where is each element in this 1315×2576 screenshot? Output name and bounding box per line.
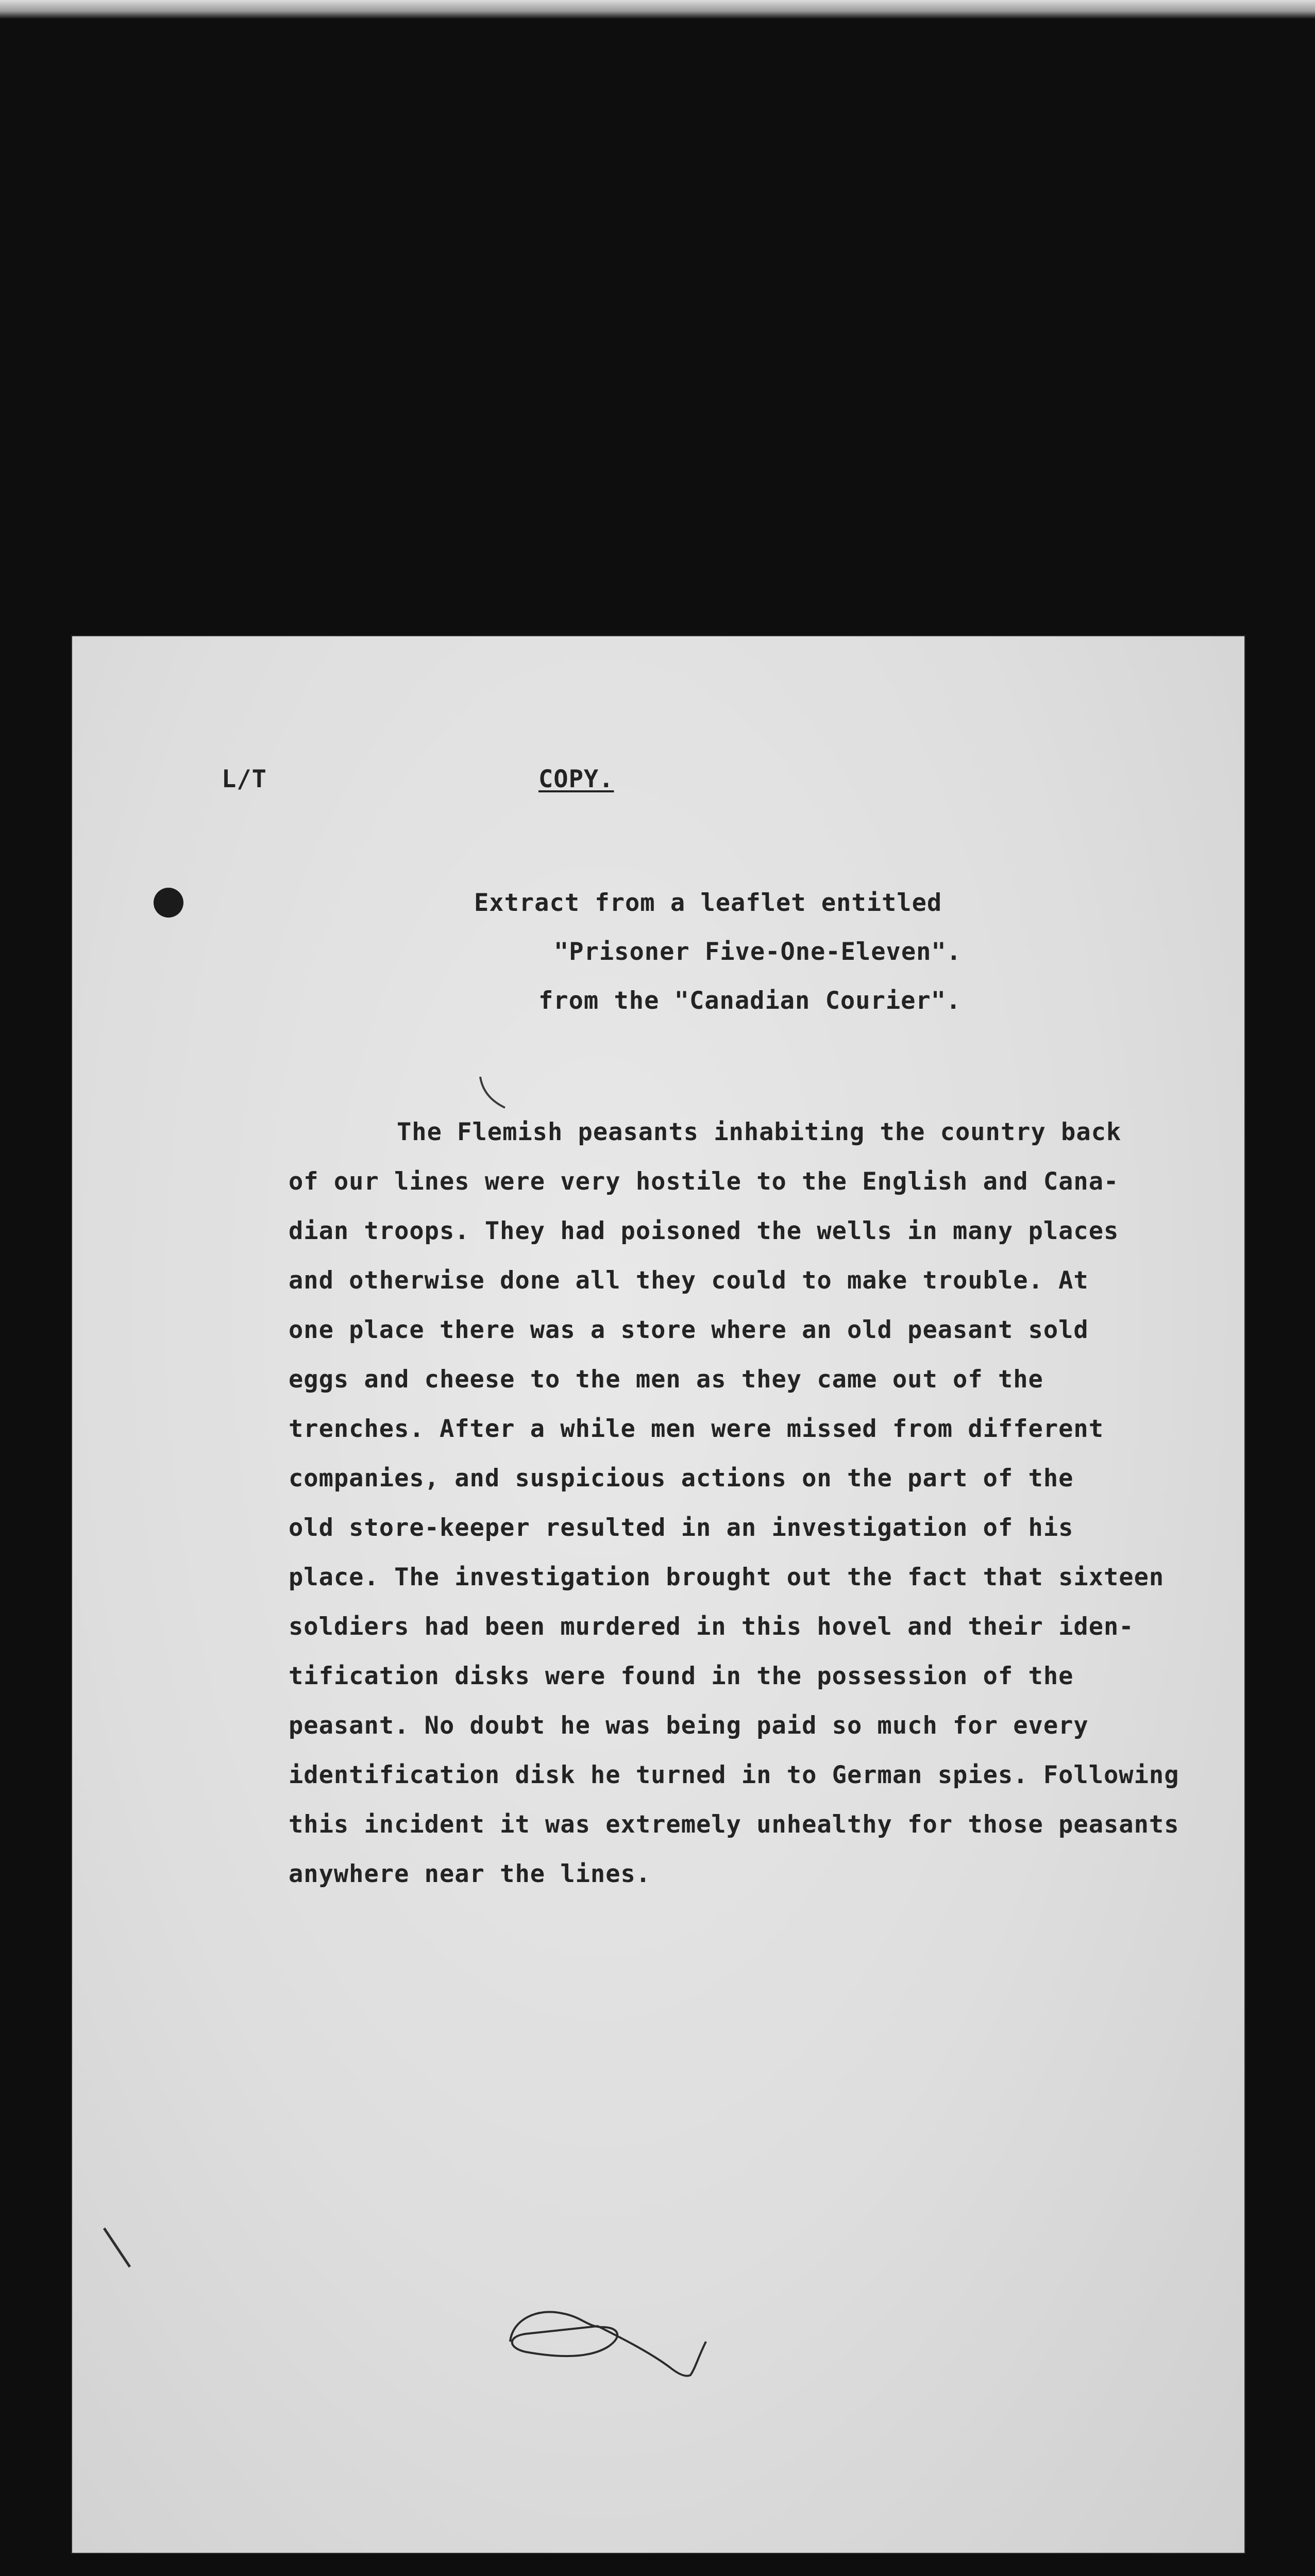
body-line: identification disk he turned in to German spies. Following xyxy=(289,1761,1179,1789)
body-line: place. The investigation brought out the fact that sixteen xyxy=(289,1563,1165,1591)
pencil-tick-mark xyxy=(480,1077,505,1108)
body-line: of our lines were very hostile to the English and Cana- xyxy=(289,1167,1119,1196)
handwritten-initials xyxy=(510,2312,706,2376)
body-line: companies, and suspicious actions on the part of the xyxy=(289,1464,1074,1493)
body-line: trenches. After a while men were missed from different xyxy=(289,1415,1104,1443)
body-line: old store-keeper resulted in an investigation of his xyxy=(289,1514,1074,1542)
header-line: from the "Canadian Courier". xyxy=(538,987,962,1015)
film-top-edge xyxy=(0,0,1315,19)
reference-mark: L/T xyxy=(222,765,267,793)
body-line: tification disks were found in the possession of the xyxy=(289,1662,1074,1690)
body-line: The Flemish peasants inhabiting the country back xyxy=(397,1118,1122,1146)
body-line: one place there was a store where an old peasant sold xyxy=(289,1316,1089,1344)
body-line: anywhere near the lines. xyxy=(289,1860,651,1888)
document-page xyxy=(72,636,1244,2553)
body-line: this incident it was extremely unhealthy for those peasants xyxy=(289,1810,1179,1839)
header-line: "Prisoner Five-One-Eleven". xyxy=(554,938,962,966)
body-line: eggs and cheese to the men as they came out of the xyxy=(289,1365,1043,1394)
body-line: and otherwise done all they could to make trouble. At xyxy=(289,1266,1089,1295)
body-line: dian troops. They had poisoned the wells in many places xyxy=(289,1217,1119,1245)
pencil-slash-mark xyxy=(104,2228,130,2267)
body-line: soldiers had been murdered in this hovel and their iden- xyxy=(289,1613,1134,1641)
pencil-marks xyxy=(72,636,1244,2553)
header-line: Extract from a leaflet entitled xyxy=(474,889,942,917)
body-line: peasant. No doubt he was being paid so much for every xyxy=(289,1711,1089,1740)
copy-label: COPY. xyxy=(538,765,614,793)
